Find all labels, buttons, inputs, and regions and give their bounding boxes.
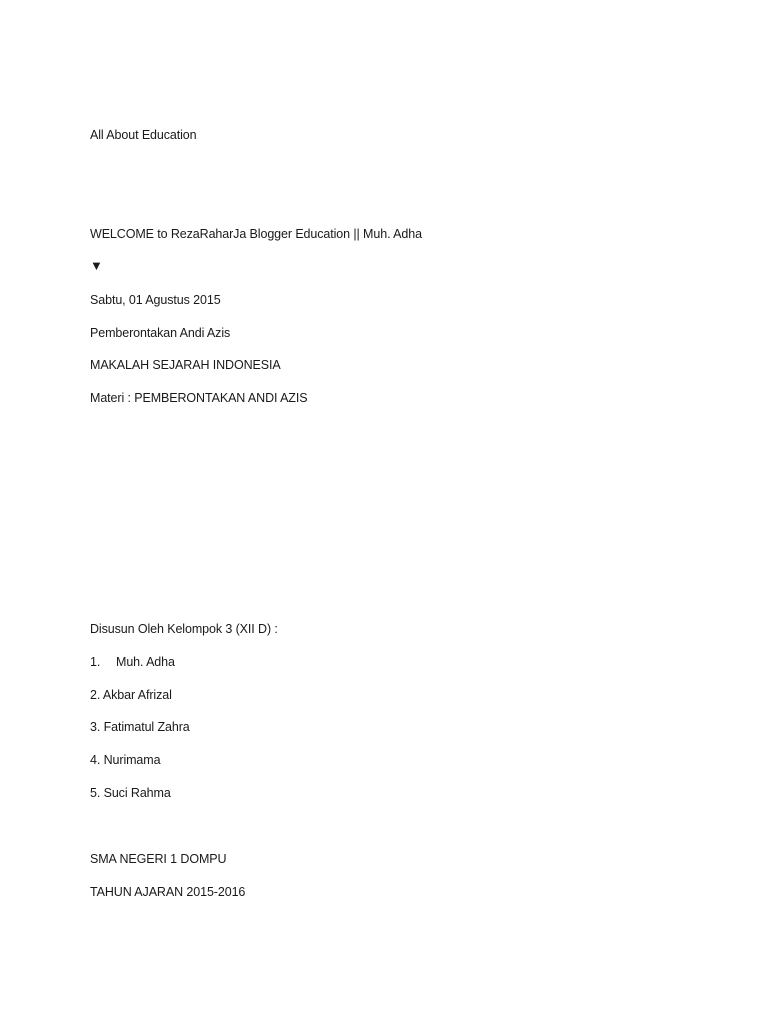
school-name: SMA NEGERI 1 DOMPU xyxy=(90,852,227,866)
post-date: Sabtu, 01 Agustus 2015 xyxy=(90,293,221,307)
member-1-number: 1. xyxy=(90,655,101,669)
post-subject: MAKALAH SEJARAH INDONESIA xyxy=(90,358,281,372)
post-materi: Materi : PEMBERONTAKAN ANDI AZIS xyxy=(90,391,308,405)
school-year: TAHUN AJARAN 2015-2016 xyxy=(90,885,246,899)
member-5: 5. Suci Rahma xyxy=(90,786,171,800)
member-1-name: Muh. Adha xyxy=(116,655,175,669)
dropdown-arrow-icon[interactable]: ▼ xyxy=(90,258,103,273)
member-3: 3. Fatimatul Zahra xyxy=(90,720,190,734)
post-title: Pemberontakan Andi Azis xyxy=(90,326,231,340)
blog-title: All About Education xyxy=(90,128,197,142)
member-2: 2. Akbar Afrizal xyxy=(90,688,172,702)
group-heading: Disusun Oleh Kelompok 3 (XII D) : xyxy=(90,622,278,636)
welcome-text: WELCOME to RezaRaharJa Blogger Education || Muh. Adha xyxy=(90,227,422,241)
member-1 xyxy=(90,654,175,670)
member-4: 4. Nurimama xyxy=(90,753,161,767)
